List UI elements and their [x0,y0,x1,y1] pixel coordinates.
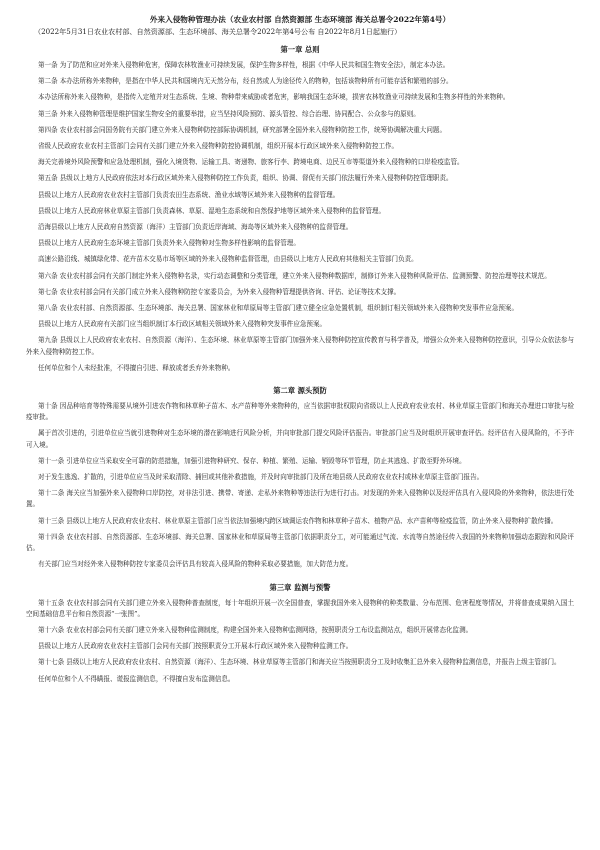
document-title: 外来入侵物种管理办法（农业农村部 自然资源部 生态环境部 海关总署令2022年第4号） [149,15,451,24]
article-paragraph: 第十一条 引进单位应当采取安全可靠的防范措施，加强引进物种研究、保存、种植、繁殖、运输、销毁等环节管理，防止其逃逸、扩散至野外环境。 [38,456,466,465]
article-paragraph: 第十三条 县级以上地方人民政府农业农村、林业草原主管部门应当依法加强境内跨区域调运农作物和林草种子苗木、植物产品、水产苗种等检疫监管，防止外来入侵物种扩散传播。 [38,516,558,525]
article-paragraph: 第一条 为了防范和应对外来入侵物种危害，保障农林牧渔业可持续发展，保护生物多样性，根据《中华人民共和国生物安全法》，制定本办法。 [38,61,450,69]
article-paragraph: 第十四条 农业农村部、自然资源部、生态环境部、海关总署、国家林业和草原局等主管部门依据职责分工，对可能通过气流、水流等自然途径传入我国的外来物种加强动态跟踪和风险评估。 [26,532,574,553]
article-paragraph: 县级以上地方人民政府农业农村主管部门会同有关部门按照职责分工开展本行政区域外来入侵物种监测工作。 [38,642,353,651]
article-paragraph: 海关完善境外风险预警和应急处理机制，强化入境货物、运输工具、寄递物、旅客行李、跨境电商、边民互市等渠道外来入侵物种的口岸检疫监管。 [38,158,464,167]
article-paragraph: 第十五条 农业农村部会同有关部门建立外来入侵物种普查制度，每十年组织开展一次全国普查，掌握我国外来入侵物种的种类数量、分布范围、危害程度等情况，并将普查成果纳入国土空间基础信息平台和自然资源“一张图”。 [26,598,574,618]
article-paragraph: 第十二条 海关应当加强外来入侵物种口岸防控，对非法引进、携带、寄递、走私外来物种等违法行为进行打击。对发现的外来入侵物种以及经评估具有入侵风险的外来物种，依法进行处置。 [26,489,574,509]
article-paragraph: 有关部门应当对经外来入侵物种防控专家委员会评估具有较高入侵风险的物种采取必要措施，加大防范力度。 [38,560,353,569]
article-paragraph: 任何单位和个人未经批准，不得擅自引进、释放或者丢弃外来物种。 [38,363,235,372]
article-paragraph: 第十七条 县级以上地方人民政府农业农村、自然资源（海洋）、生态环境、林业草原等主管部门和海关应当按照职责分工及时收集汇总外来入侵物种监测信息，并报告上级主管部门。 [38,658,561,667]
article-paragraph: 第八条 农业农村部、自然资源部、生态环境部、海关总署、国家林业和草原局等主管部门建立健全应急处置机制，组织制订相关领域外来入侵物种突发事件应急预案。 [38,304,519,313]
article-paragraph: 高速公路沿线、城镇绿化带、花卉苗木交易市场等区域的外来入侵物种监督管理，由县级以上地方人民政府其他相关主管部门负责。 [38,255,418,264]
article-paragraph: 属于首次引进的，引进单位应当就引进物种对生态环境的潜在影响进行风险分析，并向审批部门提交风险评估报告。审批部门应当及时组织开展审查评估。经评估有入侵风险的，不予许可入境。 [26,429,574,449]
article-paragraph: 任何单位和个人不得瞒报、谎报监测信息，不得擅自发布监测信息。 [38,674,235,683]
article-paragraph: 第二条 本办法所称外来物种，是指在中华人民共和国境内无天然分布，经自然或人为途径传入的物种，包括该物种所有可能存活和繁殖的部分。 [38,77,453,86]
article-paragraph: 第十条 因品种培育等特殊需要从境外引进农作物和林草种子苗木、水产苗种等外来物种的，应当依据审批权限向省级以上人民政府农业农村、林业草原主管部门和海关办理进口审批与检疫审批。 [26,402,574,422]
document-subtitle: （2022年5月31日农业农村部、自然资源部、生态环境部、海关总署令2022年第4号公布 自2022年8月1日起施行） [34,27,402,36]
article-paragraph: 县级以上地方人民政府林业草原主管部门负责森林、草原、湿地生态系统和自然保护地等区域外来入侵物种的监督管理。 [38,206,385,215]
chapter-heading: 第一章 总则 [280,45,320,54]
article-paragraph: 对于发生逃逸、扩散的，引进单位应当及时采取清除、捕回或其他补救措施，并及时向审批部门及所在地县级人民政府农业农村或林业草原主管部门报告。 [38,473,484,482]
article-paragraph: 本办法所称外来入侵物种，是指传入定殖并对生态系统、生境、物种带来威胁或者危害，影响我国生态环境，损害农林牧渔业可持续发展和生物多样性的外来物种。 [38,93,510,102]
article-paragraph: 第六条 农业农村部会同有关部门制定外来入侵物种名录，实行动态调整和分类管理，建立外来入侵物种数据库，制修订外来入侵物种风险评估、监测预警、防控治理等技术规范。 [38,271,551,280]
article-paragraph: 省级人民政府农业农村主管部门会同有关部门建立外来入侵物种防控协调机制，组织开展本行政区域外来入侵物种防控工作。 [38,142,399,151]
article-paragraph: 县级以上地方人民政府农业农村主管部门负责农田生态系统、渔业水域等区域外来入侵物种的监督管理。 [38,190,340,199]
article-paragraph: 第十六条 农业农村部会同有关部门建立外来入侵物种监测制度，构建全国外来入侵物种监测网络，按照职责分工布设监测站点，组织开展常态化监测。 [38,625,473,634]
chapter-heading: 第二章 源头预防 [273,386,327,396]
article-paragraph: 县级以上地方人民政府有关部门应当组织制订本行政区域相关领域外来入侵物种突发事件应急预案。 [38,320,327,329]
article-paragraph: 沿海县级以上地方人民政府自然资源（海洋）主管部门负责近岸海域、海岛等区域外来入侵物种的监督管理。 [38,223,353,232]
article-paragraph: 第四条 农业农村部会同国务院有关部门建立外来入侵物种防控部际协调机制，研究部署全国外来入侵物种防控工作，统筹协调解决重大问题。 [38,125,446,134]
article-paragraph: 第三条 外来入侵物种管理是维护国家生物安全的重要举措，应当坚持风险预防、源头管控、综合治理、协同配合、公众参与的原则。 [38,109,420,118]
article-paragraph: 第五条 县级以上地方人民政府依法对本行政区域外来入侵物种防控工作负责，组织、协调、督促有关部门依法履行外来入侵物种防控管理职责。 [38,174,453,183]
article-paragraph: 县级以上地方人民政府生态环境主管部门负责外来入侵物种对生物多样性影响的监督管理。 [38,239,300,248]
article-paragraph: 第七条 农业农村部会同有关部门成立外来入侵物种防控专家委员会，为外来入侵物种管理提供咨询、评估、论证等技术支撑。 [38,287,401,296]
article-paragraph: 第九条 县级以上人民政府农业农村、自然资源（海洋）、生态环境、林业草原等主管部门加强外来入侵物种防控宣传教育与科学普及，增强公众外来入侵物种防控意识，引导公众依法参与外来入侵物种防控工作。 [26,336,574,356]
chapter-heading: 第三章 监测与预警 [269,582,331,592]
